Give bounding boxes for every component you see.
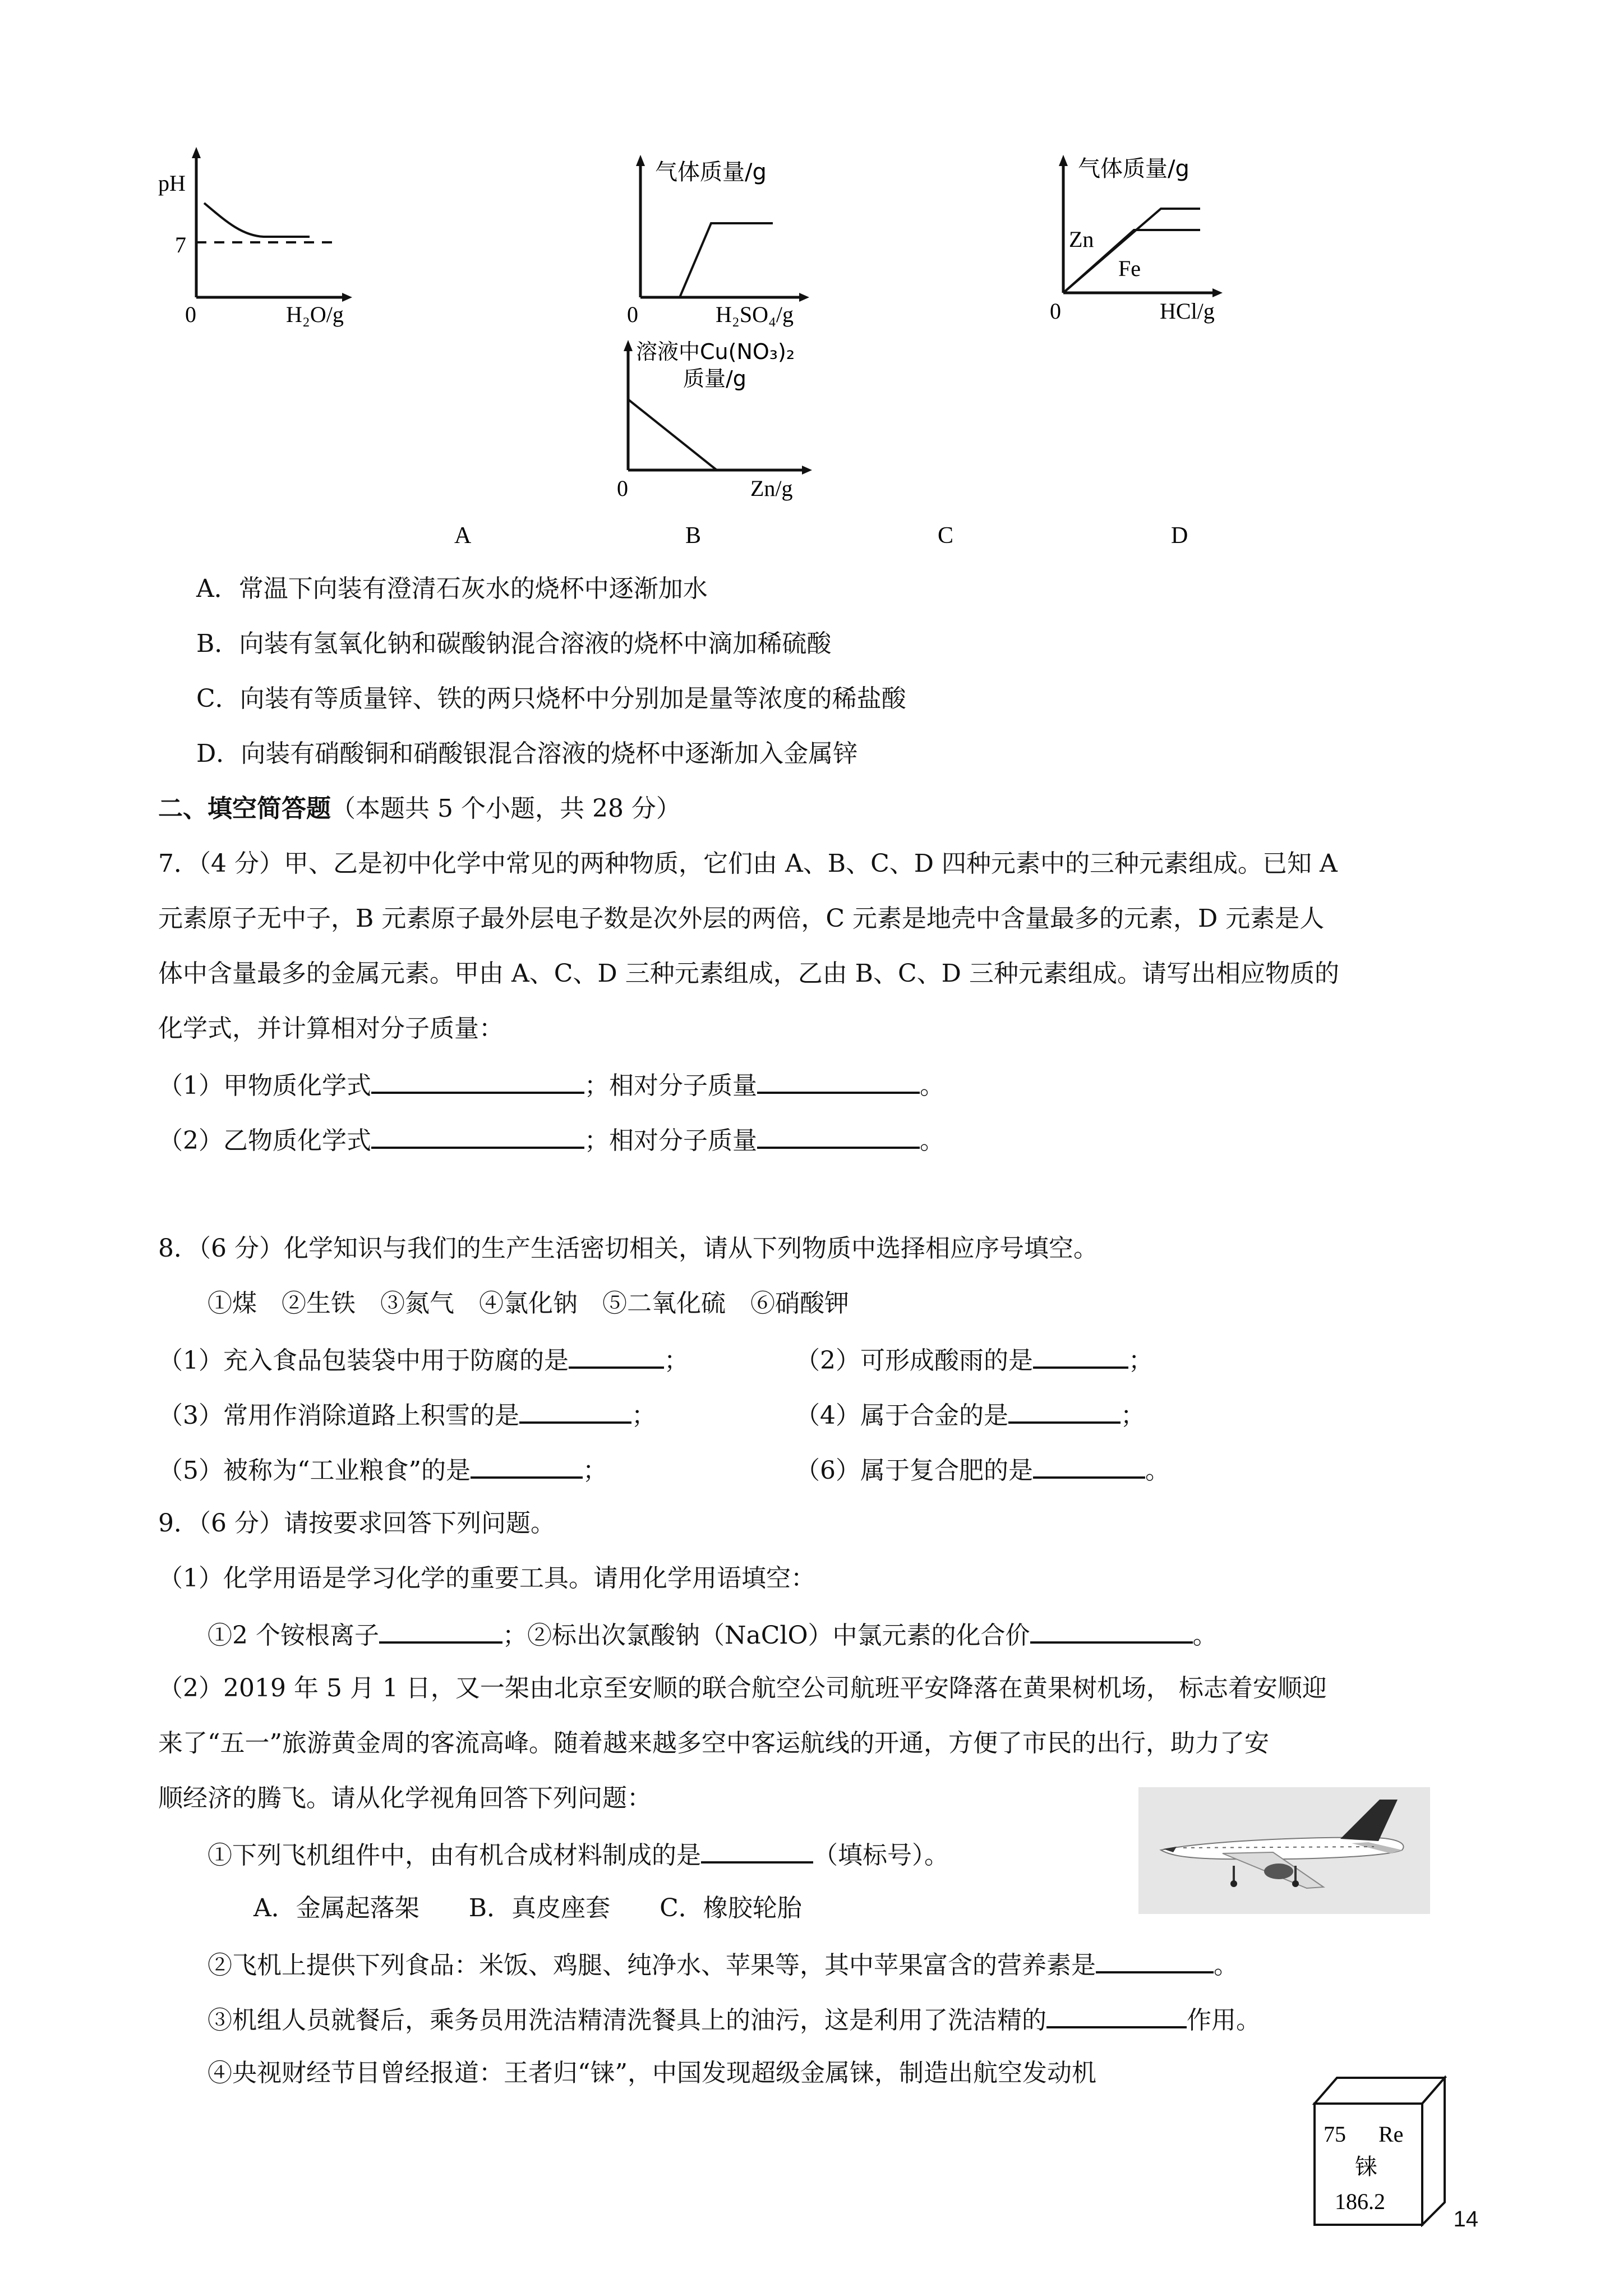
q7-line-3: 体中含量最多的金属元素。甲由 A、C、D 三种元素组成，乙由 B、C、D 三种元素组成。请写出相应物质的 xyxy=(158,959,1339,988)
q8-blank-2[interactable] xyxy=(1033,1342,1128,1369)
q9-sub-4: ④央视财经节目曾经报道：王者归“铼”，中国发现超级金属铼，制造出航空发动机 xyxy=(208,2059,1096,2087)
graph-b-origin: 0 xyxy=(627,302,638,327)
q9-sub-1 xyxy=(208,1837,949,1872)
q9-sub-3-text: ③机组人员就餐后，乘务员用洗洁精清洗餐具上的油污，这是利用了洗洁精的 xyxy=(208,2006,1046,2035)
section-2-note: （本题共 5 个小题，共 28 分） xyxy=(331,794,681,823)
q7-sub-1-mid: ；相对分子质量 xyxy=(584,1071,757,1100)
q7-line-2: 元素原子无中子，B 元素原子最外层电子数是次外层的两倍，C 元素是地壳中含量最多的元素，D 元素是人 xyxy=(158,904,1325,933)
q7-formula-2-blank[interactable] xyxy=(371,1122,584,1149)
q8-item-5-end: ； xyxy=(582,1456,607,1485)
graph-a-x-label: H₂O/g xyxy=(286,302,344,327)
q8-item-1 xyxy=(158,1342,689,1378)
q9-sub-1-end: （填标号）。 xyxy=(813,1841,949,1870)
q8-item-2 xyxy=(795,1342,1153,1378)
graph-c-label-fe: Fe xyxy=(1118,256,1141,281)
q7-line-4: 化学式，并计算相对分子质量： xyxy=(158,1014,504,1043)
graph-c-x-label: HCl/g xyxy=(1160,298,1215,324)
graph-d-y-label-2: 质量/g xyxy=(683,366,746,391)
q7-sub-2-end: 。 xyxy=(920,1126,944,1155)
graph-c xyxy=(1050,155,1223,324)
graph-a-y-tick: 7 xyxy=(175,232,186,257)
q8-item-6 xyxy=(795,1452,1170,1488)
q9-part-2-line-1: （2）2019 年 5 月 1 日，又一架由北京至安顺的联合航空公司航班平安降落在黄果树机场， 标志着安顺迎 xyxy=(158,1674,1327,1703)
graph-c-label-zn: Zn xyxy=(1069,227,1094,252)
airplane-photo xyxy=(1138,1787,1430,1914)
section-2-title: 二、填空简答题 xyxy=(158,794,331,823)
q8-blank-6[interactable] xyxy=(1033,1452,1145,1479)
graph-letter-a: A xyxy=(454,523,472,549)
q8-item-3 xyxy=(158,1397,656,1433)
q7-sub-1-label: （1）甲物质化学式 xyxy=(158,1071,371,1100)
q8-item-6-text: （6）属于复合肥的是 xyxy=(795,1456,1033,1485)
element-mass: 186.2 xyxy=(1335,2189,1385,2214)
q7-mass-1-blank[interactable] xyxy=(757,1067,920,1094)
q9-part-1-end: 。 xyxy=(1192,1621,1218,1650)
q9-sub-3 xyxy=(208,2001,1261,2037)
graph-letter-b: B xyxy=(685,523,702,549)
graph-a xyxy=(158,147,352,327)
q8-item-5 xyxy=(158,1452,607,1488)
q8-item-1-text: （1）充入食品包装袋中用于防腐的是 xyxy=(158,1346,569,1375)
element-number: 75 xyxy=(1324,2122,1346,2147)
q9-stem: 9．（6 分）请按要求回答下列问题。 xyxy=(158,1509,555,1538)
graph-d-x-label: Zn/g xyxy=(750,476,793,501)
q8-item-2-text: （2）可形成酸雨的是 xyxy=(795,1346,1033,1375)
q7-sub-2-mid: ；相对分子质量 xyxy=(584,1126,757,1155)
q8-item-2-end: ； xyxy=(1128,1346,1153,1375)
q9-sub-3-blank[interactable] xyxy=(1046,2001,1187,2028)
graph-d xyxy=(617,339,812,501)
q9-sub-1-text: ①下列飞机组件中，由有机合成材料制成的是 xyxy=(208,1841,701,1870)
q9-part-2-line-3: 顺经济的腾飞。请从化学视角回答下列问题： xyxy=(158,1784,652,1812)
q8-item-1-end: ； xyxy=(664,1346,689,1375)
graph-a-y-label: pH xyxy=(158,171,186,196)
element-symbol: Re xyxy=(1378,2122,1404,2147)
q9-ammonium-blank[interactable] xyxy=(379,1617,502,1644)
page-number: 14 xyxy=(1453,2207,1478,2231)
q8-blank-3[interactable] xyxy=(519,1397,631,1424)
graph-a-origin: 0 xyxy=(185,302,196,327)
element-name: 铼 xyxy=(1355,2154,1377,2180)
q7-sub-1-end: 。 xyxy=(920,1071,944,1100)
graph-letter-c: C xyxy=(938,523,954,549)
q7-sub-2-label: （2）乙物质化学式 xyxy=(158,1126,371,1155)
q9-valence-blank[interactable] xyxy=(1030,1617,1193,1644)
q8-blank-4[interactable] xyxy=(1008,1397,1121,1424)
q9-part-2-line-2: 来了“五一”旅游黄金周的客流高峰。随着越来越多空中客运航线的开通，方便了市民的出行，助力了安 xyxy=(158,1729,1269,1757)
q6-option-b: B．向装有氢氧化钠和碳酸钠混合溶液的烧杯中滴加稀硫酸 xyxy=(196,629,832,658)
q8-item-3-end: ； xyxy=(631,1401,656,1430)
q7-formula-1-blank[interactable] xyxy=(371,1067,584,1094)
graph-b xyxy=(627,155,809,327)
graph-a-curve xyxy=(204,203,310,237)
graph-b-x-label: H₂SO₄/g xyxy=(716,302,794,327)
q6-option-a: A．常温下向装有澄清石灰水的烧杯中逐渐加水 xyxy=(196,574,708,603)
q9-sub-1-blank[interactable] xyxy=(701,1837,813,1864)
graph-c-y-label: 气体质量/g xyxy=(1078,156,1189,182)
q8-item-4-text: （4）属于合金的是 xyxy=(795,1401,1008,1430)
q8-choices: ①煤 ②生铁 ③氮气 ④氯化钠 ⑤二氧化硫 ⑥硝酸钾 xyxy=(208,1289,849,1318)
graph-d-line xyxy=(628,399,717,470)
q8-blank-5[interactable] xyxy=(471,1452,583,1479)
q7-mass-2-blank[interactable] xyxy=(757,1122,920,1149)
graphs-figure xyxy=(0,0,1623,561)
q9-sub-2-blank[interactable] xyxy=(1096,1947,1214,1973)
element-card-rhenium xyxy=(1312,2076,1447,2227)
q7-sub-2 xyxy=(158,1122,944,1158)
q9-sub-2-text: ②飞机上提供下列食品：米饭、鸡腿、纯净水、苹果等，其中苹果富含的营养素是 xyxy=(208,1951,1096,1980)
graph-d-y-label-1: 溶液中Cu(NO₃)₂ xyxy=(636,339,795,364)
graph-b-y-label: 气体质量/g xyxy=(655,159,767,185)
q8-blank-1[interactable] xyxy=(569,1342,664,1369)
q8-item-3-text: （3）常用作消除道路上积雪的是 xyxy=(158,1401,519,1430)
q7-sub-1 xyxy=(158,1067,944,1103)
graph-d-origin: 0 xyxy=(617,476,628,501)
graph-letter-d: D xyxy=(1171,523,1188,549)
q8-stem: 8．（6 分）化学知识与我们的生产生活密切相关，请从下列物质中选择相应序号填空。 xyxy=(158,1234,1098,1263)
q9-sub-2-end: 。 xyxy=(1214,1951,1238,1980)
q7-line-1: 7．（4 分）甲、乙是初中化学中常见的两种物质，它们由 A、B、C、D 四种元素中的三种元素组成。已知 A xyxy=(158,849,1338,878)
q8-item-4 xyxy=(795,1397,1145,1433)
q9-part-1: （1）化学用语是学习化学的重要工具。请用化学用语填空： xyxy=(158,1564,815,1593)
q9-sub-3-end: 作用。 xyxy=(1187,2006,1261,2035)
q9-part-1-blanks xyxy=(208,1617,1218,1653)
section-2-heading xyxy=(158,792,681,826)
q9-ammonium-text: ①2 个铵根离子 xyxy=(208,1621,379,1650)
q9-valence-text: ；②标出次氯酸钠（NaClO）中氯元素的化合价 xyxy=(502,1621,1030,1650)
graph-c-origin: 0 xyxy=(1050,298,1061,324)
graph-b-line xyxy=(680,223,773,297)
q6-option-d: D．向装有硝酸铜和硝酸银混合溶液的烧杯中逐渐加入金属锌 xyxy=(196,739,858,768)
q9-sub-1-options: A．金属起落架 B．真皮座套 C．橡胶轮胎 xyxy=(253,1894,802,1922)
q6-option-c: C．向装有等质量锌、铁的两只烧杯中分别加是量等浓度的稀盐酸 xyxy=(196,684,906,713)
q8-item-6-end: 。 xyxy=(1145,1456,1170,1485)
q8-item-5-text: （5）被称为“工业粮食”的是 xyxy=(158,1456,471,1485)
q9-sub-2 xyxy=(208,1947,1238,1982)
q8-item-4-end: ； xyxy=(1121,1401,1145,1430)
